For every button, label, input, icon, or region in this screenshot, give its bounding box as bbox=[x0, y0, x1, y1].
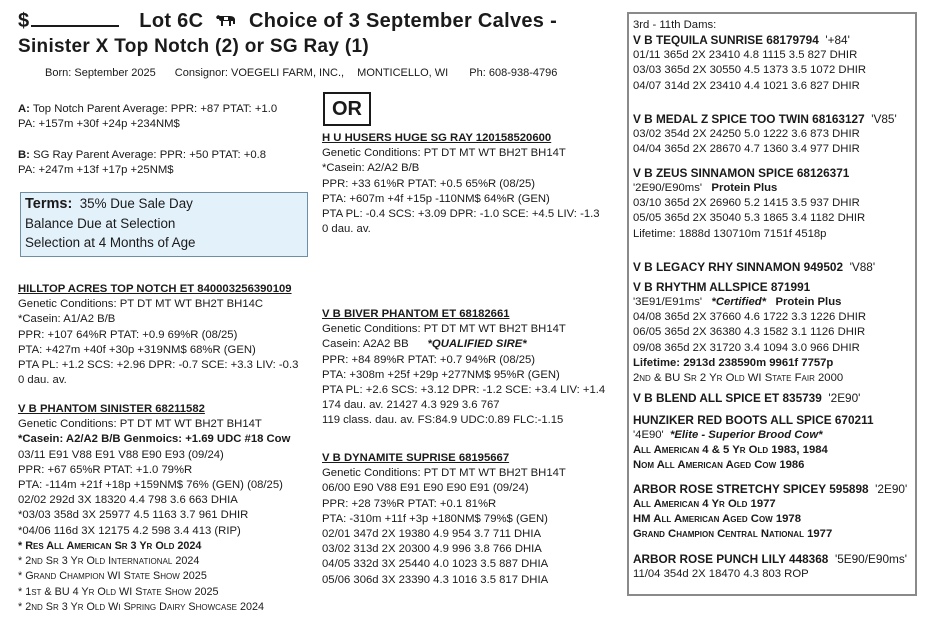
stretchy-score: '2E90' bbox=[875, 482, 908, 496]
terms-label: Terms: bbox=[25, 196, 73, 212]
hunziker-score: '4E90' bbox=[633, 429, 664, 441]
sire-biver bbox=[322, 307, 605, 429]
phantom-line: PTA: -114m +21f +18p +159NM$ 76% (GEN) (08/25) bbox=[18, 479, 283, 492]
medal-score: 'V85' bbox=[871, 112, 897, 126]
dam-rhythm bbox=[633, 280, 866, 386]
terms-line2: Balance Due at Selection bbox=[25, 216, 176, 231]
zeus-line: 03/10 365d 2X 26960 5.2 1415 3.5 937 DHIR bbox=[633, 197, 860, 210]
hunziker-elite: *Elite - Superior Brood Cow* bbox=[669, 429, 823, 441]
phantom-line: *04/06 116d 3X 12175 4.2 598 3.4 413 (RIP) bbox=[18, 524, 241, 537]
dynamite-name: V B DYNAMITE SUPRISE 68195667 bbox=[322, 452, 510, 464]
terms-line1: 35% Due Sale Day bbox=[79, 196, 193, 211]
lot-description: Choice of 3 September Calves - bbox=[249, 10, 558, 32]
parent-a-line2: PA: +157m +30f +24p +234NM$ bbox=[18, 118, 180, 131]
born-label: Born: bbox=[45, 67, 72, 79]
legacy-score: 'V88' bbox=[849, 260, 876, 274]
rhythm-line: 09/08 365d 2X 31720 3.4 1094 3.0 966 DHIR bbox=[633, 341, 860, 354]
phantom-casein-line: *Casein: A2/A2 B/B Genmoics: +1.69 UDC #18 Cow bbox=[18, 433, 291, 446]
rhythm-name: V B RHYTHM ALLSPICE 871991 bbox=[633, 280, 811, 294]
dam-dynamite bbox=[322, 451, 566, 588]
biver-name: V B BIVER PHANTOM ET 68182661 bbox=[322, 308, 510, 320]
dynamite-line: 05/06 306d 3X 23390 4.3 1016 3.5 817 DHIA bbox=[322, 573, 549, 586]
dams-heading: 3rd - 11th Dams: bbox=[633, 19, 717, 31]
rhythm-line: 04/08 365d 2X 37660 4.6 1722 3.3 1226 DHIR bbox=[633, 311, 867, 324]
sire-husers bbox=[322, 131, 600, 237]
hilltop-line: 0 dau. av. bbox=[18, 374, 67, 387]
terms-box bbox=[20, 192, 308, 257]
phone-label: Ph: bbox=[469, 67, 486, 79]
hunziker-award: Nom All American Aged Cow 1986 bbox=[633, 459, 805, 472]
husers-line: PTA PL: -0.4 SCS: +3.09 DPR: -1.0 SCE: +4.5 LIV: -1.3 bbox=[322, 208, 600, 221]
tequila-line: 03/03 365d 2X 30550 4.5 1373 3.5 1072 DHIR bbox=[633, 64, 867, 77]
or-box: OR bbox=[323, 92, 371, 126]
phantom-line: 03/11 E91 V88 E91 V88 E90 E93 (09/24) bbox=[18, 448, 224, 461]
zeus-line: 05/05 365d 2X 35040 5.3 1865 3.4 1182 DHIR bbox=[633, 212, 866, 225]
parent-a-line1: Top Notch Parent Average: PPR: +87 PTAT: +1.0 bbox=[32, 103, 278, 115]
phantom-line: PPR: +67 65%R PTAT: +1.0 79%R bbox=[18, 463, 193, 476]
zeus-score: '2E90/E90ms' bbox=[633, 182, 702, 194]
medal-name: V B MEDAL Z SPICE TOO TWIN 68163127 bbox=[633, 112, 865, 126]
terms-line3: Selection at 4 Months of Age bbox=[25, 235, 196, 250]
biver-line: PPR: +84 89%R PTAT: +0.7 94%R (08/25) bbox=[322, 353, 536, 366]
hilltop-line: PTA: +427m +40f +30p +319NM$ 68%R (GEN) bbox=[18, 343, 256, 356]
husers-line: Genetic Conditions: PT DT MT WT BH2T BH14T bbox=[322, 147, 566, 160]
parent-average-b bbox=[18, 148, 266, 178]
lot-subtitle: Sinister X Top Notch (2) or SG Ray (1) bbox=[18, 36, 369, 57]
tequila-score: '+84' bbox=[825, 33, 850, 48]
dam-stretchy bbox=[633, 482, 907, 543]
husers-line: *Casein: A2/A2 B/B bbox=[322, 162, 420, 175]
dynamite-line: 04/05 332d 3X 25440 4.0 1023 3.5 887 DHIA bbox=[322, 558, 549, 571]
dynamite-line: 03/02 313d 2X 20300 4.9 996 3.8 766 DHIA bbox=[322, 543, 542, 556]
stretchy-award: Grand Champion Central National 1977 bbox=[633, 528, 833, 541]
zeus-name: V B ZEUS SINNAMON SPICE 68126371 bbox=[633, 166, 850, 180]
stretchy-award: All American 4 Yr Old 1977 bbox=[633, 498, 776, 510]
dam-punch bbox=[633, 552, 907, 582]
hilltop-line: PTA PL: +1.2 SCS: +2.96 DPR: -0.7 SCE: +3.3 LIV: -0.3 bbox=[18, 359, 299, 372]
consignor-value: VOEGELI FARM, INC., bbox=[231, 67, 345, 79]
parent-b-label: B: bbox=[18, 149, 30, 161]
dynamite-line: PPR: +28 73%R PTAT: +0.1 81%R bbox=[322, 497, 497, 510]
stretchy-award: HM All American Aged Cow 1978 bbox=[633, 513, 801, 526]
phantom-award: * 2nd Sr 3 Yr Old International 2024 bbox=[18, 555, 200, 568]
parent-b-line1: SG Ray Parent Average: PPR: +50 PTAT: +0.8 bbox=[33, 149, 267, 161]
phantom-award: * 2nd Sr 3 Yr Old Wi Spring Dairy Showcase 2024 bbox=[18, 601, 264, 614]
biver-line: Genetic Conditions: PT DT MT WT BH2T BH14T bbox=[322, 323, 566, 336]
rhythm-certified: *Certified* bbox=[711, 296, 767, 308]
dynamite-line: 02/01 347d 2X 19380 4.9 954 3.7 711 DHIA bbox=[322, 528, 541, 541]
punch-score: '5E90/E90ms' bbox=[834, 552, 907, 566]
phantom-name: V B PHANTOM SINISTER 68211582 bbox=[18, 403, 205, 415]
husers-line: PTA: +607m +4f +15p -110NM$ 64%R (GEN) bbox=[322, 192, 550, 205]
blend-name: V B BLEND ALL SPICE ET 835739 bbox=[633, 391, 822, 405]
husers-line: PPR: +33 61%R PTAT: +0.5 65%R (08/25) bbox=[322, 177, 536, 190]
hilltop-name: HILLTOP ACRES TOP NOTCH ET 840003256390109 bbox=[18, 283, 292, 295]
price-symbol: $ bbox=[18, 10, 30, 32]
price-blank bbox=[31, 9, 119, 27]
rhythm-award: 2nd & BU Sr 2 Yr Old WI State Fair 2000 bbox=[633, 372, 844, 385]
parent-b-line2: PA: +247m +13f +17p +25NM$ bbox=[18, 164, 174, 177]
phone-value: 608-938-4796 bbox=[488, 67, 558, 79]
location-value: MONTICELLO, WI bbox=[357, 67, 449, 79]
dams-heading-block bbox=[633, 18, 866, 94]
husers-name: H U HUSERS HUGE SG RAY 120158520600 bbox=[322, 132, 552, 144]
tequila-line: 01/11 365d 2X 23410 4.8 1115 3.5 827 DHIR bbox=[633, 49, 858, 62]
rhythm-line: 06/05 365d 2X 36380 4.3 1582 3.1 1126 DHIR bbox=[633, 326, 866, 339]
dynamite-line: Genetic Conditions: PT DT MT WT BH2T BH14T bbox=[322, 467, 566, 480]
tequila-line: 04/07 314d 2X 23410 4.4 1021 3.6 827 DHIR bbox=[633, 79, 860, 92]
biver-line: 119 class. dau. av. FS:84.9 UDC:0.89 FLC:-1.15 bbox=[322, 414, 564, 427]
biver-line: 174 dau. av. 21427 4.3 929 3.6 767 bbox=[322, 399, 500, 412]
cow-icon bbox=[215, 12, 237, 28]
dam-medal bbox=[633, 112, 897, 157]
dam-legacy bbox=[633, 260, 875, 275]
zeus-protein-plus: Protein Plus bbox=[711, 182, 778, 194]
hilltop-line: PPR: +107 64%R PTAT: +0.9 69%R (08/25) bbox=[18, 328, 238, 341]
phantom-line: *03/03 358d 3X 25977 4.5 1163 3.7 961 DHIR bbox=[18, 509, 249, 522]
qualified-sire-badge: *QUALIFIED SIRE* bbox=[427, 338, 527, 351]
dam-phantom-sinister bbox=[18, 402, 290, 615]
dam-blend bbox=[633, 391, 860, 406]
phantom-award: * Res All American Sr 3 Yr Old 2024 bbox=[18, 539, 202, 552]
hilltop-line: Genetic Conditions: PT DT MT WT BH2T BH14C bbox=[18, 298, 264, 311]
phantom-award: * Grand Champion WI State Show 2025 bbox=[18, 570, 207, 583]
zeus-lifetime: Lifetime: 1888d 130710m 7151f 4518p bbox=[633, 227, 827, 240]
hilltop-line: *Casein: A1/A2 B/B bbox=[18, 313, 116, 326]
parent-average-a bbox=[18, 102, 277, 132]
husers-line: 0 dau. av. bbox=[322, 223, 371, 236]
phantom-award: * 1st & BU 4 Yr Old WI State Show 2025 bbox=[18, 585, 219, 598]
rhythm-score: '3E91/E91ms' bbox=[633, 296, 702, 308]
medal-line: 04/04 365d 2X 28670 4.7 1360 3.4 977 DHIR bbox=[633, 143, 860, 156]
biver-line: PTA: +308m +25f +29p +277NM$ 95%R (GEN) bbox=[322, 368, 560, 381]
punch-line: 11/04 354d 2X 18470 4.3 803 ROP bbox=[633, 568, 809, 580]
rhythm-protein-plus: Protein Plus bbox=[775, 296, 842, 308]
dynamite-line: 06/00 E90 V88 E91 E90 E90 E91 (09/24) bbox=[322, 482, 529, 495]
blend-score: '2E90' bbox=[828, 391, 861, 405]
dam-zeus bbox=[633, 166, 865, 242]
rhythm-lifetime: Lifetime: 2913d 238590m 9961f 7757p bbox=[633, 356, 834, 369]
consignor-label: Consignor: bbox=[174, 67, 228, 79]
phantom-line: Genetic Conditions: PT DT MT WT BH2T BH14T bbox=[18, 418, 262, 431]
biver-casein: Casein: A2A2 BB bbox=[322, 338, 409, 351]
parent-a-label: A: bbox=[18, 103, 30, 115]
medal-line: 03/02 354d 2X 24250 5.0 1222 3.6 873 DHIR bbox=[633, 128, 860, 140]
lot-number: Lot 6C bbox=[139, 10, 204, 32]
lot-title bbox=[18, 9, 557, 33]
hunziker-award: All American 4 & 5 Yr Old 1983, 1984 bbox=[633, 444, 828, 457]
born-value: September 2025 bbox=[74, 67, 156, 79]
biver-line: PTA PL: +2.6 SCS: +3.12 DPR: -1.2 SCE: +3.4 LIV: +1.4 bbox=[322, 384, 606, 397]
dam-hunziker bbox=[633, 413, 874, 474]
dynamite-line: PTA: -310m +11f +3p +180NM$ 79%$ (GEN) bbox=[322, 512, 548, 525]
phantom-line: 02/02 292d 3X 18320 4.4 798 3.6 663 DHIA bbox=[18, 494, 238, 507]
hunziker-name: HUNZIKER RED BOOTS ALL SPICE 670211 bbox=[633, 413, 874, 427]
born-consignor-line bbox=[45, 66, 557, 81]
punch-name: ARBOR ROSE PUNCH LILY 448368 bbox=[633, 552, 829, 566]
tequila-name: V B TEQUILA SUNRISE 68179794 bbox=[633, 33, 819, 48]
stretchy-name: ARBOR ROSE STRETCHY SPICEY 595898 bbox=[633, 482, 869, 496]
legacy-name: V B LEGACY RHY SINNAMON 949502 bbox=[633, 260, 844, 274]
sire-hilltop bbox=[18, 282, 298, 388]
